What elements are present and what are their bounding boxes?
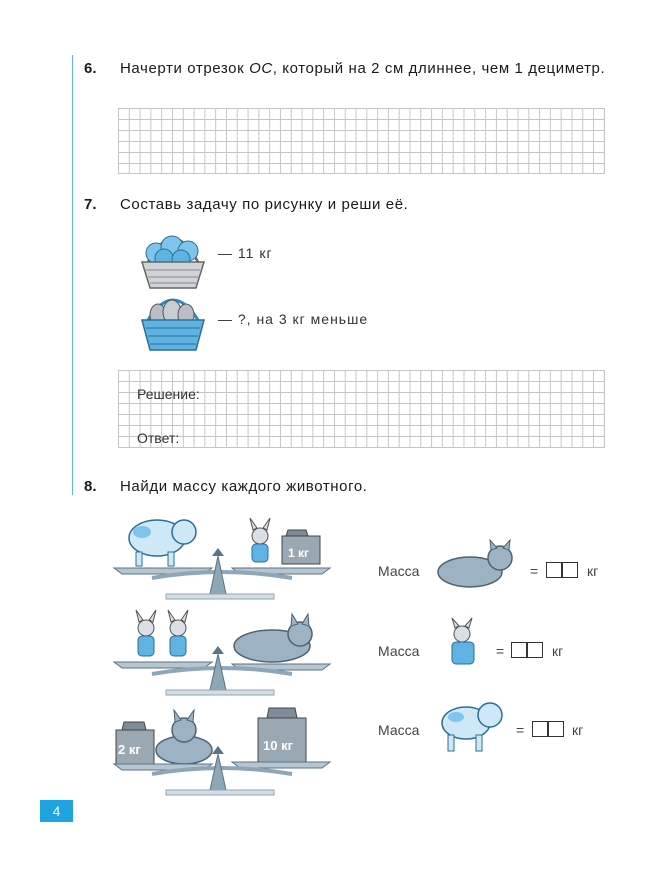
task6-text-after: , который на 2 см длиннее, чем 1 дециметр.: [272, 60, 606, 77]
weight-10kg-label: 10 кг: [263, 738, 293, 753]
task6-segment-name: OC: [249, 60, 273, 77]
unit-pig: кг: [572, 722, 584, 738]
page-number: 4: [40, 800, 73, 822]
task7-text: Составь задачу по рисунку и реши её.: [120, 196, 409, 213]
answer-box-dog-ones[interactable]: [527, 642, 543, 658]
cat-icon: [234, 614, 312, 662]
dog-pair-icon: [136, 610, 188, 656]
dog-answer-icon: [444, 622, 484, 668]
solution-label: Решение:: [137, 386, 200, 402]
answer-box-pig-tens[interactable]: [532, 721, 548, 737]
task6-number: 6.: [84, 60, 97, 77]
answer-box-cat-ones[interactable]: [562, 562, 578, 578]
margin-line: [72, 55, 73, 495]
equals-cat: =: [530, 563, 539, 579]
task8-number: 8.: [84, 478, 97, 495]
mass-label-cat: Масса: [378, 563, 420, 579]
weight-2kg-label: 2 кг: [118, 742, 141, 757]
task6-text: [120, 58, 606, 80]
answer-label: Ответ:: [137, 430, 180, 446]
condition-apples: — 11 кг: [218, 245, 273, 261]
cat-icon: [156, 710, 212, 764]
equals-dog: =: [496, 643, 505, 659]
task8-text: Найди массу каждого животного.: [120, 478, 368, 495]
equals-pig: =: [516, 722, 525, 738]
mass-label-dog: Масса: [378, 643, 420, 659]
task7-number: 7.: [84, 196, 97, 213]
weight-1kg-label: 1 кг: [288, 546, 310, 560]
pear-basket-icon: [142, 300, 204, 350]
condition-pears: — ?, на 3 кг меньше: [218, 311, 369, 327]
scale-2: [112, 608, 332, 703]
baskets-illustration: [138, 220, 208, 360]
pig-icon: [129, 520, 196, 566]
apple-basket-icon: [142, 236, 204, 288]
pig-answer-icon: [436, 695, 506, 757]
answer-box-dog-tens[interactable]: [511, 642, 527, 658]
mass-label-pig: Масса: [378, 722, 420, 738]
cat-answer-icon: [436, 540, 518, 590]
answer-box-cat-tens[interactable]: [546, 562, 562, 578]
unit-dog: кг: [552, 643, 564, 659]
answer-box-pig-ones[interactable]: [548, 721, 564, 737]
task6-grid[interactable]: [118, 108, 605, 174]
task7-solution-grid[interactable]: [118, 370, 605, 448]
weight-10kg-icon: [258, 708, 306, 762]
unit-cat: кг: [587, 563, 599, 579]
scale-3: [112, 708, 332, 803]
dog-icon: [250, 518, 270, 562]
task6-text-before: Начерти отрезок: [120, 60, 250, 77]
